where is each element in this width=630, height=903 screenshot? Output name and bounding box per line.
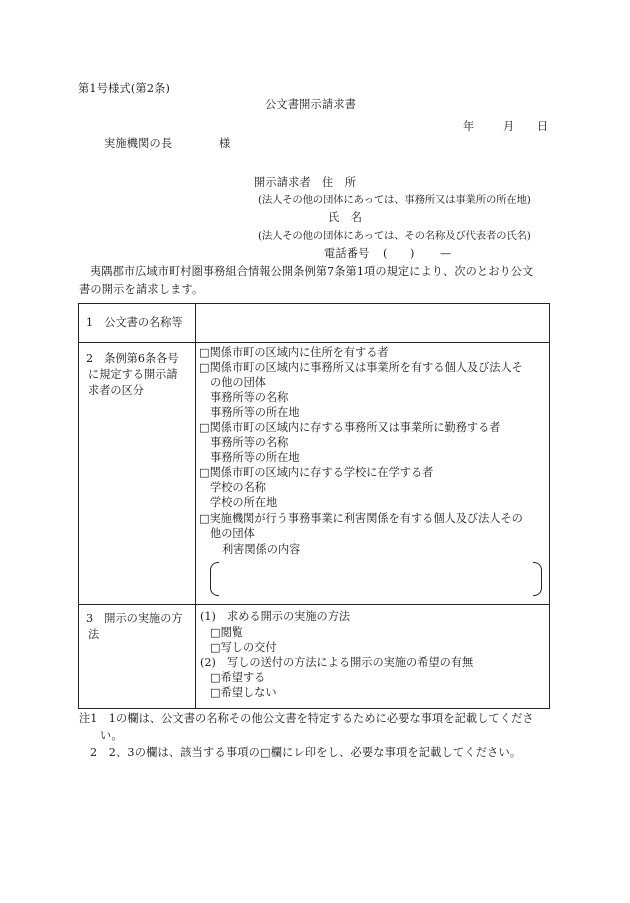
mail-option-no[interactable]: □希望しない — [210, 686, 277, 699]
left-bracket — [210, 562, 219, 596]
mail-delivery-heading: (2) 写しの送付の方法による開示の実施の希望の有無 — [200, 656, 474, 669]
method-option-copy[interactable]: □写しの交付 — [210, 641, 277, 654]
category-option-office-owner-cont: の他の団体 — [210, 376, 266, 389]
interest-content-label: 利害関係の内容 — [222, 543, 301, 556]
addressee-honorific: 様 — [219, 137, 231, 150]
category-option-student[interactable]: □関係市町の区域内に存する学校に在学する者 — [199, 466, 434, 479]
row1-label: 1 公文書の名称等 — [86, 316, 183, 329]
date-day-label: 日 — [537, 120, 549, 133]
name-label: 氏 名 — [328, 211, 363, 224]
page-title: 公文書開示請求書 — [265, 98, 357, 111]
row2-label-line3: 求者の区分 — [88, 384, 144, 397]
date-month-label: 月 — [503, 120, 515, 133]
address-note: (法人その他の団体にあっては、事務所又は事業所の所在地) — [258, 194, 531, 206]
row3-label-line1: 3 開示の実施の方 — [86, 612, 183, 625]
category-option-employee[interactable]: □関係市町の区域内に存する事務所又は事業所に勤務する者 — [199, 421, 501, 434]
office-location-label-2: 事務所等の所在地 — [210, 451, 300, 464]
form-number: 第1号様式(第2条) — [78, 82, 171, 95]
phone-open-paren: ( — [383, 247, 388, 260]
requester-label: 開示請求者 — [254, 176, 311, 189]
name-note: (法人その他の団体にあっては、その名称及び代表者の氏名) — [258, 230, 531, 242]
intro-line-1: 夷隅郡市広域市町村圏事務組合情報公開条例第7条第1項の規定により、次のとおり公文 — [90, 265, 534, 278]
category-option-interested-party[interactable]: □実施機関が行う事務事業に利害関係を有する個人及び法人その — [199, 512, 523, 525]
interest-content-field[interactable] — [210, 562, 542, 596]
category-option-interested-party-cont: 他の団体 — [210, 527, 255, 540]
addressee-label: 実施機関の長 — [104, 137, 173, 150]
row2-label-line2: に規定する開示請 — [88, 368, 178, 381]
intro-line-2: 書の開示を請求します。 — [79, 283, 204, 296]
office-name-label-1: 事務所等の名称 — [210, 391, 289, 404]
row3-label-line2: 法 — [88, 628, 100, 641]
school-location-label: 学校の所在地 — [210, 496, 278, 509]
document-name-cell[interactable] — [197, 304, 548, 341]
address-label: 住 所 — [322, 176, 357, 189]
school-name-label: 学校の名称 — [210, 481, 266, 494]
mail-option-yes[interactable]: □希望する — [210, 671, 266, 684]
method-option-viewing[interactable]: □閲覧 — [210, 626, 243, 639]
row2-label-line1: 2 条例第6条各号 — [86, 352, 179, 365]
phone-label: 電話番号 — [324, 247, 370, 260]
note-1-line-2: い。 — [100, 729, 123, 742]
date-year-label: 年 — [463, 120, 475, 133]
method-heading: (1) 求める開示の実施の方法 — [200, 610, 351, 623]
note-1-line-1: 注1 1の欄は、公文書の名称その他公文書を特定するために必要な事項を記載してくださ — [79, 712, 534, 725]
right-bracket — [533, 562, 542, 596]
office-location-label-1: 事務所等の所在地 — [210, 406, 300, 419]
phone-close-paren: ) — [410, 247, 415, 260]
category-option-office-owner[interactable]: □関係市町の区域内に事務所又は事業所を有する個人及び法人そ — [199, 361, 523, 374]
note-2: 2 2、3の欄は、該当する事項の□欄にレ印をし、必要な事項を記載してください。 — [90, 746, 522, 759]
category-option-resident[interactable]: □関係市町の区域内に住所を有する者 — [199, 346, 389, 359]
phone-dash: — — [440, 247, 452, 260]
office-name-label-2: 事務所等の名称 — [210, 436, 289, 449]
